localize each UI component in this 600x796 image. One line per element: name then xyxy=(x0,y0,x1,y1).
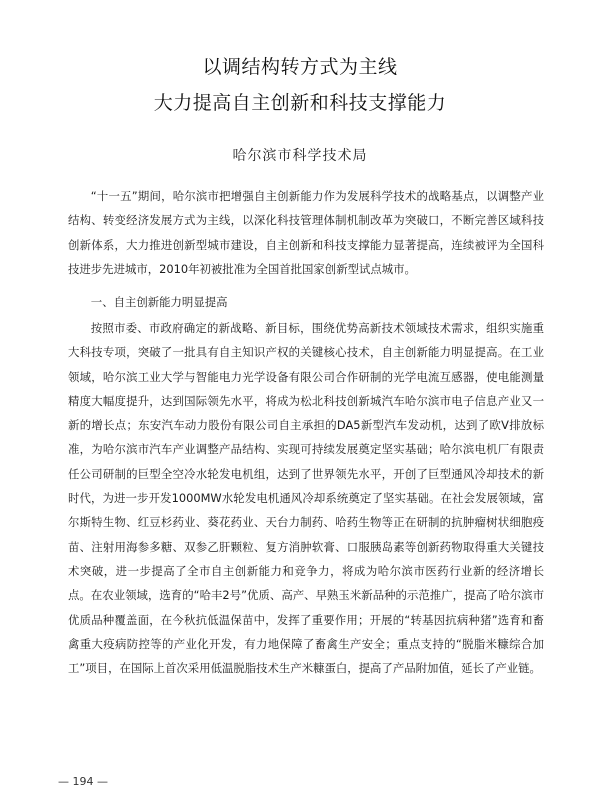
title-line-2: 大力提高自主创新和科技支撑能力 xyxy=(153,92,447,114)
intro-paragraph: “十一五”期间，哈尔滨市把增强自主创新能力作为发展科学技术的战略基点，以调整产业结构、转变经济发展方式为主线，以深化科技管理体制机制改革为突破口，不断完善区域科技创新体系，大力推进创新型城市建设，自主创新和科技支撑能力显著提高，连续被评为全国科技进步先进城市，2010年初被批准为全国首批国家创新型试点城市。 xyxy=(68,189,544,276)
author: 哈尔滨市科学技术局 xyxy=(232,148,368,164)
section-paragraph: 按照市委、市政府确定的新战略、新目标，围绕优势高新技术领域技术需求，组织实施重大科技专项，突破了一批具有自主知识产权的关键核心技术，自主创新能力明显提高。在工业领域，哈尔滨工业大学与智能电力光学设备有限公司合作研制的光学电流互感器，使电能测量精度大幅度提升，达到国际领先水平，将成为松北科技创新城汽车哈尔滨市电子信息产业又一新的增长点；东安汽车动力股份有限公司自主承担的DA5新型汽车发动机，达到了欧Ⅴ排放标准，为哈尔滨市汽车产业调整产品结构、实现可持续发展奠定坚实基础；哈尔滨电机厂有限责任公司研制的巨型全空冷水轮发电机组，达到了世界领先水平，开创了巨型通风冷却技术的新时代，为进一步开发1000MW水轮发电机通风冷却系统奠定了坚实基础。在社会发展领域，富尔斯特生物、红豆杉药业、葵花药业、天台力制药、哈药生物等正在研制的抗肿瘤树状细胞疫苗、注射用海参多糖、双参乙肝颗粒、复方消肿软膏、口服胰岛素等创新药物取得重大关键技术突破，进一步提高了全市自主创新能力和竞争力，将成为哈尔滨市医药行业新的经济增长点。在农业领域，选育的“哈丰2号”优质、高产、早熟玉米新品种的示范推广，提高了哈尔滨市优质品种覆盖面，在今秋抗低温保苗中，发挥了重要作用；开展的“转基因抗病种猪”选育和畜禽重大疫病防控等的产业化开发，有力地保障了畜禽生产安全；重点支持的“脱脂米糠综合加工”项目，在国际上首次采用低温脱脂技术生产米糠蛋白，提高了产品附加值，延长了产业链。 xyxy=(68,321,544,676)
title-line-1: 以调结构转方式为主线 xyxy=(202,56,398,78)
page-number: — 194 — xyxy=(58,775,108,788)
section-heading: 一、自主创新能力明显提高 xyxy=(90,295,228,309)
